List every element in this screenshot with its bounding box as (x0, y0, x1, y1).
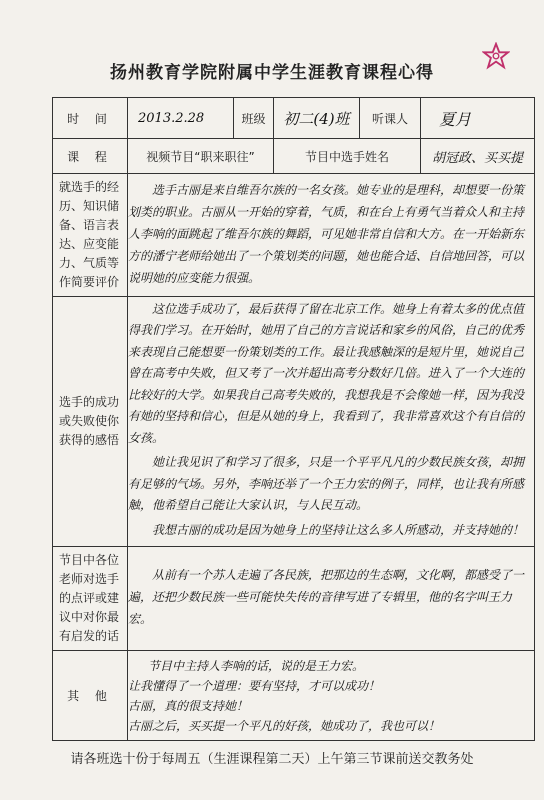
listener-value: 夏月 (421, 98, 535, 139)
time-label: 时 间 (53, 98, 128, 139)
reflection-form (52, 97, 535, 741)
other-line-1: 节目中主持人李响的话，说的是王力宏。 (148, 658, 365, 673)
evaluation-label: 就选手的经历、知识储备、语言表达、应变能力、气质等作简要评价 (53, 174, 128, 297)
page-title: 扬州教育学院附属中学生涯教育课程心得 (110, 63, 434, 83)
reflection-paragraph-3: 我想古丽的成功是因为她身上的坚持让这么多人所感动，并支持她的！ (152, 522, 525, 537)
contestant-value: 胡冠政、买买提 (421, 139, 535, 174)
listener-label: 听课人 (360, 98, 421, 139)
evaluation-row (53, 174, 535, 297)
reflection-label: 选手的成功或失败使你获得的感悟 (53, 297, 128, 547)
comment-paragraph: 从前有一个苏人走遍了各民族，把那边的生态啊，文化啊，都感受了一遍，还把少数民族一些可能快失传的音律写进了专辑里，他的名字叫王力宏。 (128, 568, 525, 626)
other-label: 其 他 (53, 651, 128, 741)
evaluation-paragraph: 选手古丽是来自维吾尔族的一名女孩。她专业的是理科，却想要一份策划类的职业。古丽从一开始的穿着，气质，和在台上有勇气当着众人和主持人李响的面跳起了维吾尔族的舞蹈，可见她非常自信和大方。在一开始新东方的潘宁老师给她出了一个策划类的问题，她也能合适、自信地回答，可以说明她的应变能力很强。 (128, 182, 525, 285)
time-row (53, 98, 535, 139)
comment-row (53, 547, 535, 651)
class-label: 班级 (234, 98, 274, 139)
program-name: 视频节目“职来职往” (128, 139, 274, 174)
contestant-label: 节目中选手姓名 (274, 139, 421, 174)
other-row (53, 651, 535, 741)
other-text (128, 651, 535, 741)
footer-instruction: 请各班选十份于每周五（生涯课程第二天）上午第三节课前送交教务处 (70, 752, 474, 767)
course-label: 课 程 (53, 139, 128, 174)
comment-label: 节目中各位老师对选手的点评或建议中对你最有启发的话 (53, 547, 128, 651)
date-value: 2013.2.28 (128, 98, 234, 139)
reflection-text (128, 297, 535, 547)
star-mark-icon (482, 42, 510, 70)
class-value: 初二(4)班 (274, 98, 360, 139)
reflection-paragraph-1: 这位选手成功了，最后获得了留在北京工作。她身上有着太多的优点值得我们学习。在开始时，她用了自己的方言说话和家乡的风俗，自己的优秀来表现自己能想要一份策划类的工作。最让我感触深的是短片里，她说自己曾在高考中失败，但又考了一次并超出高考分数好几倍。进入了一个大连的比较好的大学。如果我自己高考失败的，我想我是不会像她一样，因为我没有她的坚持和信心，但是从她的身上，我看到了，我非常喜欢这个有自信的女孩。 (128, 301, 525, 445)
evaluation-text (128, 174, 535, 297)
reflection-row (53, 297, 535, 547)
comment-text (128, 547, 535, 651)
course-row (53, 139, 535, 174)
reflection-paragraph-2: 她让我见识了和学习了很多，只是一个平平凡凡的少数民族女孩，却拥有足够的气场。另外，李响还举了一个王力宏的例子，同样，也让我有所感触，他希望自己能让大家认识，与人民互动。 (128, 455, 525, 513)
other-line-2: 让我懂得了一个道理：要有坚持，才可以成功！ (128, 678, 381, 693)
other-line-3: 古丽，真的很支持她！ (128, 698, 249, 713)
other-line-4: 古丽之后，买买提一个平凡的好孩，她成功了，我也可以！ (128, 718, 441, 733)
